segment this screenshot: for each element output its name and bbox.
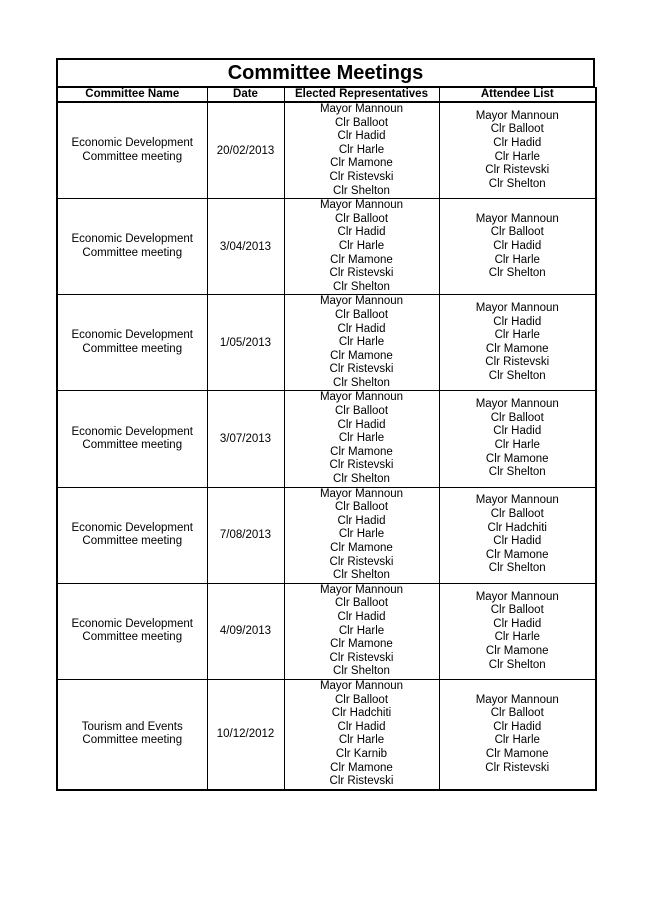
column-header-elected-representatives: Elected Representatives xyxy=(284,88,439,103)
attendee-list-cell-line: Clr Harle xyxy=(494,253,540,266)
elected-representatives-cell-line: Clr Harle xyxy=(338,336,385,349)
committee-name-cell-line: Economic Development xyxy=(71,521,193,534)
elected-representatives-cell-line: Clr Shelton xyxy=(333,376,390,389)
committee-name-cell xyxy=(57,295,207,391)
attendee-list-cell-line: Clr Hadchiti xyxy=(487,521,547,534)
elected-representatives-cell-line: Clr Ristevski xyxy=(329,459,394,472)
elected-representatives-cell-line: Clr Shelton xyxy=(333,665,390,678)
elected-representatives-cell-line: Mayor Mannoun xyxy=(319,295,404,308)
table-row xyxy=(57,583,596,679)
elected-representatives-cell-line: Clr Harle xyxy=(338,239,385,252)
attendee-list-cell-line: Mayor Mannoun xyxy=(475,590,559,603)
attendee-list-cell-line: Clr Ristevski xyxy=(485,761,550,774)
attendee-list-cell-line: Clr Hadid xyxy=(493,535,542,548)
elected-representatives-cell-line: Clr Ristevski xyxy=(329,363,394,376)
attendee-list-cell-line: Mayor Mannoun xyxy=(475,302,559,315)
committee-name-cell xyxy=(57,102,207,199)
table-body xyxy=(57,102,596,790)
column-header-committee-name: Committee Name xyxy=(57,88,207,103)
elected-representatives-cell-line: Clr Balloot xyxy=(334,597,389,610)
elected-representatives-cell-line: Clr Harle xyxy=(338,143,385,156)
attendee-list-cell-line: Clr Harle xyxy=(494,734,540,747)
elected-representatives-cell-line: Clr Hadid xyxy=(337,226,386,239)
elected-representatives-cell-line: Clr Mamone xyxy=(330,542,393,554)
elected-representatives-cell xyxy=(284,295,439,391)
elected-representatives-cell-line: Clr Mamone xyxy=(330,253,393,266)
attendee-list-cell xyxy=(439,487,596,583)
attendee-list-cell-line: Clr Shelton xyxy=(488,658,546,671)
table-header-row xyxy=(57,88,596,103)
elected-representatives-cell-line: Clr Shelton xyxy=(333,473,390,486)
elected-representatives-cell-line: Clr Harle xyxy=(338,432,385,445)
attendee-list-cell-line: Mayor Mannoun xyxy=(475,212,559,225)
committee-name-cell-line: Economic Development xyxy=(71,233,193,246)
table-row xyxy=(57,487,596,583)
elected-representatives-cell-line: Mayor Mannoun xyxy=(319,199,404,212)
attendee-list-cell-line: Clr Hadid xyxy=(493,136,542,149)
elected-representatives-cell-line: Clr Hadid xyxy=(337,418,386,431)
elected-representatives-cell-line: Clr Balloot xyxy=(334,212,389,225)
elected-representatives-cell-line: Clr Ristevski xyxy=(329,555,394,568)
elected-representatives-cell-line: Clr Hadid xyxy=(337,130,386,143)
attendee-list-cell-line: Clr Balloot xyxy=(490,508,544,521)
attendee-list-cell xyxy=(439,102,596,199)
committee-name-cell-line: Committee meeting xyxy=(82,535,183,548)
table-row xyxy=(57,199,596,295)
elected-representatives-cell-line: Clr Mamone xyxy=(330,445,393,458)
attendee-list-cell-line: Mayor Mannoun xyxy=(475,693,559,706)
elected-representatives-cell xyxy=(284,487,439,583)
attendee-list-cell-line: Clr Hadid xyxy=(493,315,542,328)
elected-representatives-cell-line: Clr Balloot xyxy=(334,693,389,706)
elected-representatives-cell-line: Clr Balloot xyxy=(334,501,389,514)
committee-name-cell-line: Committee meeting xyxy=(82,734,183,747)
attendee-list-cell-line: Clr Shelton xyxy=(488,466,546,479)
elected-representatives-cell xyxy=(284,583,439,679)
attendee-list-cell-line: Clr Shelton xyxy=(488,562,546,575)
committee-name-cell-line: Economic Development xyxy=(71,329,193,342)
attendee-list-cell-line: Clr Shelton xyxy=(488,370,546,383)
committee-name-cell-line: Committee meeting xyxy=(82,342,183,355)
committee-name-cell xyxy=(57,391,207,487)
table-row xyxy=(57,679,596,789)
attendee-list-cell-line: Clr Harle xyxy=(494,631,540,644)
elected-representatives-cell-line: Clr Mamone xyxy=(330,157,393,170)
elected-representatives-cell-line: Clr Ristevski xyxy=(329,170,394,183)
elected-representatives-cell-line: Mayor Mannoun xyxy=(319,583,404,596)
elected-representatives-cell-line: Clr Mamone xyxy=(330,349,393,362)
elected-representatives-cell-line: Clr Ristevski xyxy=(329,775,394,788)
attendee-list-cell-line: Clr Ristevski xyxy=(485,164,550,177)
date-cell: 10/12/2012 xyxy=(207,679,284,789)
date-cell: 3/04/2013 xyxy=(207,199,284,295)
attendee-list-cell-line: Mayor Mannoun xyxy=(475,398,559,411)
elected-representatives-cell-line: Clr Balloot xyxy=(334,116,389,129)
elected-representatives-cell-line: Clr Hadid xyxy=(337,322,386,335)
attendee-list-cell-line: Mayor Mannoun xyxy=(475,109,559,122)
elected-representatives-cell xyxy=(284,102,439,199)
elected-representatives-cell-line: Clr Balloot xyxy=(334,405,389,418)
attendee-list-cell-line: Clr Balloot xyxy=(490,604,544,617)
attendee-list-cell-line: Clr Hadid xyxy=(493,239,542,252)
elected-representatives-cell-line: Clr Ristevski xyxy=(329,651,394,664)
elected-representatives-cell xyxy=(284,391,439,487)
attendee-list-cell-line: Clr Mamone xyxy=(485,644,549,657)
elected-representatives-cell-line: Mayor Mannoun xyxy=(319,391,404,404)
table-row xyxy=(57,391,596,487)
elected-representatives-cell-line: Clr Shelton xyxy=(333,184,390,197)
committee-name-cell xyxy=(57,199,207,295)
date-cell: 4/09/2013 xyxy=(207,583,284,679)
column-header-attendee-list: Attendee List xyxy=(439,88,596,103)
committee-name-cell-line: Economic Development xyxy=(71,617,193,630)
elected-representatives-cell-line: Mayor Mannoun xyxy=(319,103,404,115)
elected-representatives-cell-line: Clr Ristevski xyxy=(329,267,394,280)
committee-name-cell-line: Economic Development xyxy=(71,137,193,150)
elected-representatives-cell-line: Clr Mamone xyxy=(330,638,393,651)
elected-representatives-cell-line: Clr Karnib xyxy=(335,747,388,760)
table-row xyxy=(57,295,596,391)
date-cell: 7/08/2013 xyxy=(207,487,284,583)
elected-representatives-cell-line: Clr Harle xyxy=(338,528,385,541)
elected-representatives-cell-line: Clr Harle xyxy=(338,624,385,637)
committee-name-cell-line: Committee meeting xyxy=(82,439,183,452)
elected-representatives-cell-line: Clr Harle xyxy=(338,734,385,747)
attendee-list-cell-line: Clr Shelton xyxy=(488,177,546,190)
elected-representatives-cell-line: Clr Shelton xyxy=(333,280,390,293)
elected-representatives-cell xyxy=(284,199,439,295)
committee-name-cell-line: Committee meeting xyxy=(82,150,183,163)
attendee-list-cell xyxy=(439,583,596,679)
date-cell: 3/07/2013 xyxy=(207,391,284,487)
attendee-list-cell-line: Clr Mamone xyxy=(485,452,549,465)
attendee-list-cell-line: Clr Hadid xyxy=(493,720,542,733)
attendee-list-cell-line: Clr Harle xyxy=(494,439,540,452)
elected-representatives-cell-line: Clr Hadchiti xyxy=(331,707,392,720)
attendee-list-cell-line: Mayor Mannoun xyxy=(475,494,559,507)
attendee-list-cell-line: Clr Harle xyxy=(494,329,540,342)
committee-meetings-sheet xyxy=(56,58,595,791)
elected-representatives-cell-line: Clr Hadid xyxy=(337,720,386,733)
attendee-list-cell-line: Clr Balloot xyxy=(490,707,544,720)
elected-representatives-cell-line: Clr Shelton xyxy=(333,569,390,582)
committee-name-cell-line: Economic Development xyxy=(71,425,193,438)
elected-representatives-cell-line: Mayor Mannoun xyxy=(319,679,404,692)
elected-representatives-cell xyxy=(284,679,439,789)
elected-representatives-cell-line: Clr Hadid xyxy=(337,610,386,623)
committee-name-cell-line: Committee meeting xyxy=(82,246,183,259)
attendee-list-cell xyxy=(439,295,596,391)
meetings-table xyxy=(56,87,597,791)
page-title: Committee Meetings xyxy=(56,58,595,87)
attendee-list-cell-line: Clr Hadid xyxy=(493,425,542,438)
attendee-list-cell xyxy=(439,679,596,789)
elected-representatives-cell-line: Clr Mamone xyxy=(330,761,393,774)
attendee-list-cell-line: Clr Hadid xyxy=(493,617,542,630)
attendee-list-cell xyxy=(439,391,596,487)
committee-name-cell-line: Committee meeting xyxy=(82,631,183,644)
committee-name-cell xyxy=(57,487,207,583)
elected-representatives-cell-line: Mayor Mannoun xyxy=(319,487,404,500)
committee-name-cell xyxy=(57,679,207,789)
date-cell: 1/05/2013 xyxy=(207,295,284,391)
attendee-list-cell-line: Clr Mamone xyxy=(485,747,549,760)
attendee-list-cell-line: Clr Ristevski xyxy=(485,356,550,369)
column-header-date: Date xyxy=(207,88,284,103)
committee-name-cell xyxy=(57,583,207,679)
attendee-list-cell-line: Clr Mamone xyxy=(485,548,549,561)
date-cell: 20/02/2013 xyxy=(207,102,284,199)
attendee-list-cell-line: Clr Balloot xyxy=(490,123,544,136)
attendee-list-cell-line: Clr Balloot xyxy=(490,226,544,239)
attendee-list-cell-line: Clr Mamone xyxy=(485,342,549,355)
table-row xyxy=(57,102,596,199)
committee-name-cell-line: Tourism and Events xyxy=(81,720,183,733)
attendee-list-cell xyxy=(439,199,596,295)
elected-representatives-cell-line: Clr Balloot xyxy=(334,308,389,321)
attendee-list-cell-line: Clr Shelton xyxy=(488,267,546,280)
attendee-list-cell-line: Clr Harle xyxy=(494,150,540,163)
attendee-list-cell-line: Clr Balloot xyxy=(490,411,544,424)
elected-representatives-cell-line: Clr Hadid xyxy=(337,514,386,527)
